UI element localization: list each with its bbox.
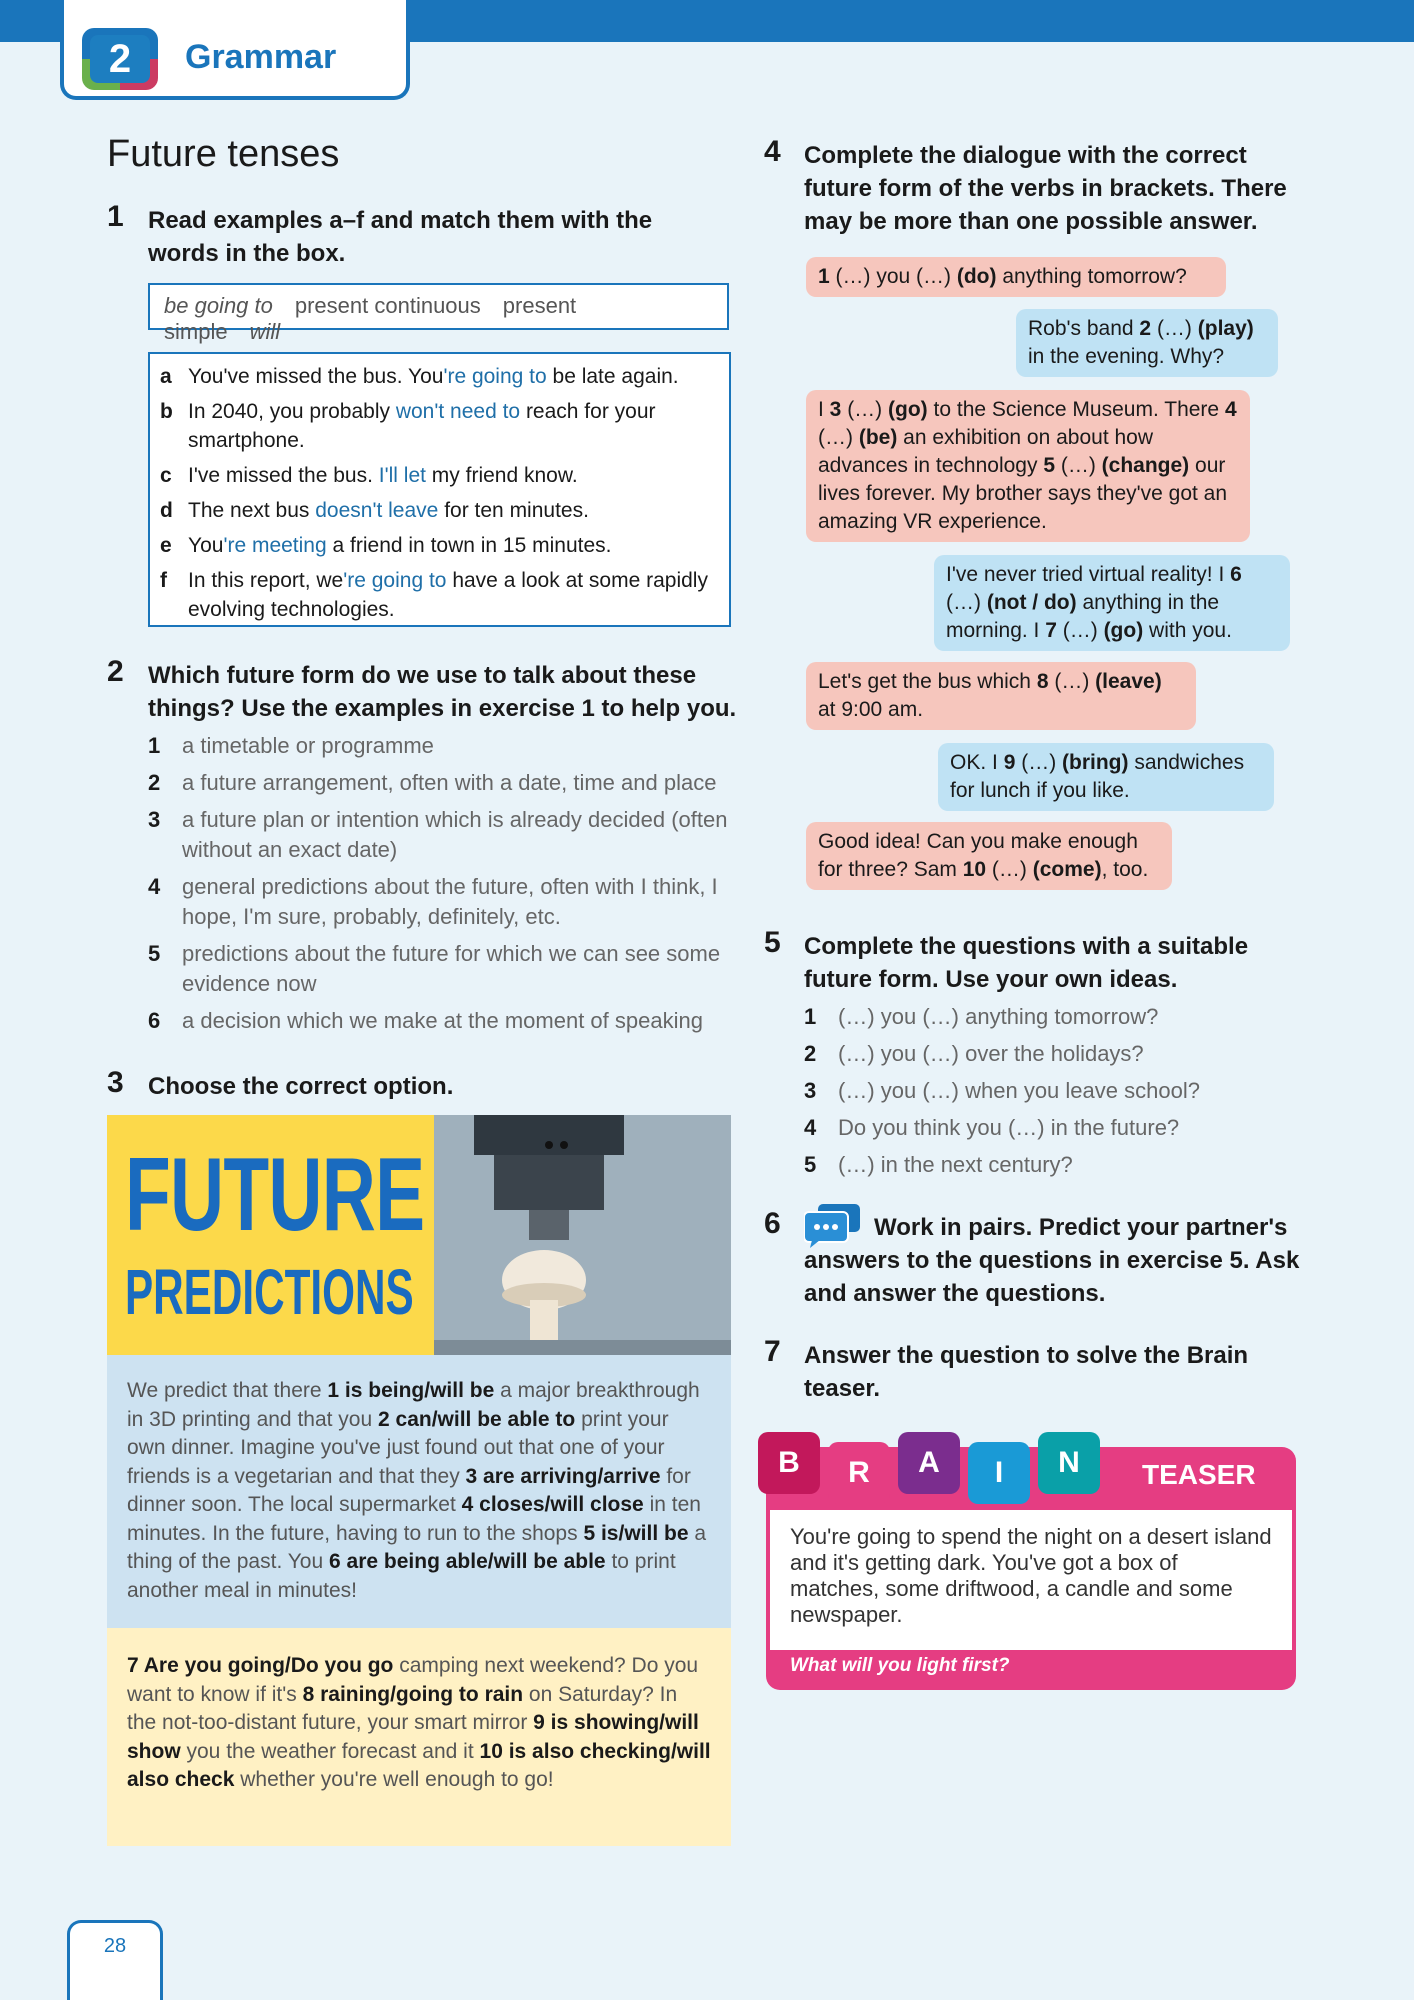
list-item — [148, 1006, 738, 1036]
list-item — [148, 805, 738, 865]
example-pre: In 2040, you probably — [188, 400, 396, 423]
example-row — [160, 566, 719, 624]
example-post: for ten minutes. — [438, 499, 589, 522]
gap-options: 8 raining/going to rain — [302, 1682, 524, 1706]
example-row — [160, 397, 719, 455]
poster-title-future: FUTURE — [125, 1137, 425, 1253]
item-number: 1 — [148, 733, 161, 758]
ex1-number: 1 — [107, 200, 124, 233]
bubble-text: 9 — [1003, 751, 1016, 774]
item-number: 3 — [804, 1078, 817, 1103]
bubble-text: (…) — [818, 426, 859, 449]
page-number: 28 — [67, 1920, 163, 2000]
ex4-number: 4 — [764, 135, 781, 168]
example-row — [160, 362, 719, 391]
example-post: a friend in town in 15 minutes. — [326, 534, 612, 557]
teaser-question: What will you light first? — [790, 1655, 1010, 1676]
example-highlight: 're going to — [443, 365, 547, 388]
text-segment: camping next weekend? Do you want to know if it's — [127, 1654, 699, 1706]
bubble-text: 2 — [1139, 317, 1152, 340]
speech-bubble-left — [806, 822, 1172, 890]
item-number: 3 — [148, 807, 161, 832]
speech-bubble-left — [806, 390, 1250, 542]
bubble-text: (…) — [1056, 619, 1104, 642]
speech-bubble-left — [806, 257, 1226, 297]
bubble-text: I've never tried virtual reality! I — [946, 563, 1231, 586]
ex5-list — [804, 1002, 1284, 1187]
example-row — [160, 496, 719, 525]
bubble-text: our lives forever. My brother says they've got an amazing VR experience. — [818, 454, 1228, 533]
text-segment: to print another meal in minutes! — [127, 1550, 676, 1602]
bubble-text: (change) — [1101, 454, 1190, 477]
example-post: my friend know. — [425, 464, 578, 487]
list-item — [804, 1002, 1284, 1032]
item-text: (…) you (…) over the holidays? — [838, 1041, 1144, 1066]
ex4-instruction: Complete the dialogue with the correct future form of the verbs in brackets. There may be more than one possible answer. — [804, 142, 1287, 235]
example-text — [188, 531, 612, 560]
bubble-text: 6 — [1230, 563, 1242, 586]
bubble-text: 1 — [818, 265, 830, 288]
bubble-text: , too. — [1101, 858, 1149, 881]
example-letter: a — [160, 365, 172, 388]
unit-number: 2 — [90, 35, 150, 83]
text-segment: for dinner soon. The local supermarket — [127, 1464, 691, 1516]
list-item — [148, 872, 738, 932]
item-text: a future arrangement, often with a date, time and place — [182, 770, 717, 795]
bubble-text: (…) you (…) — [829, 265, 957, 288]
gap-options: 10 is also checking/will also check — [127, 1739, 711, 1791]
bubble-text: (be) — [858, 426, 898, 449]
bubble-text: with you. — [1143, 619, 1232, 642]
bubble-text: 7 — [1045, 619, 1057, 642]
box-word: present continuous — [294, 293, 481, 318]
bubble-text: 4 — [1224, 398, 1237, 421]
item-text: a decision which we make at the moment of speaking — [182, 1008, 703, 1033]
item-number: 1 — [804, 1004, 817, 1029]
box-word: present simple — [164, 293, 577, 344]
text-segment: whether you're well enough to go! — [234, 1768, 554, 1791]
gap-options: 5 is/will be — [583, 1521, 689, 1545]
bubble-text: 3 — [829, 398, 842, 421]
page-title: Future tenses — [107, 133, 340, 175]
example-highlight: 're meeting — [223, 534, 327, 557]
bubble-text: anything in the morning. I — [946, 591, 1220, 642]
ex1-instruction: Read examples a–f and match them with the words in the box. — [148, 207, 653, 267]
example-text — [188, 397, 719, 455]
bubble-text: (…) — [986, 858, 1033, 881]
gap-options: 1 is being/will be — [327, 1379, 495, 1402]
text-segment: We predict that there — [127, 1379, 328, 1402]
example-text — [188, 566, 719, 624]
bubble-text: anything tomorrow? — [996, 265, 1187, 288]
bubble-text: 8 — [1036, 670, 1049, 693]
bubble-text: (…) — [1015, 751, 1063, 774]
example-pre: You've missed the bus. You — [188, 365, 444, 388]
list-item — [804, 1076, 1284, 1106]
bubble-text: Rob's band — [1028, 317, 1140, 340]
bubble-text: (bring) — [1062, 751, 1129, 774]
example-pre: In this report, we — [188, 569, 344, 592]
bubble-text: an exhibition on about how advances in technology — [818, 426, 1154, 477]
example-highlight: 're going to — [343, 569, 447, 592]
item-number: 2 — [148, 770, 161, 795]
ex3-instruction: Choose the correct option. — [148, 1073, 454, 1100]
box-word: be going to — [164, 293, 273, 318]
teaser-body: You're going to spend the night on a desert island and it's getting dark. You've got a box of matches, some driftwood, a candle and some newspaper. — [770, 1510, 1292, 1650]
gap-options: 4 closes/will close — [461, 1493, 644, 1516]
bubble-text: (leave) — [1095, 670, 1162, 693]
examples-box — [148, 352, 731, 627]
puzzle-piece: N — [1038, 1432, 1100, 1494]
speech-bubble-left — [806, 662, 1196, 730]
bubble-text: in the evening. Why? — [1028, 345, 1225, 368]
bubble-text: to the Science Museum. There — [927, 398, 1225, 421]
bubble-text: (play) — [1197, 317, 1254, 340]
item-number: 6 — [148, 1008, 161, 1033]
list-item — [804, 1113, 1284, 1143]
example-highlight: won't need to — [395, 400, 521, 423]
puzzle-piece: I — [968, 1442, 1030, 1504]
ex7-instruction: Answer the question to solve the Brain teaser. — [804, 1342, 1249, 1402]
bubble-text: at 9:00 am. — [818, 698, 924, 721]
teaser-label: TEASER — [1142, 1459, 1256, 1490]
ex2-number: 2 — [107, 655, 124, 688]
example-text — [188, 362, 679, 391]
item-number: 5 — [148, 941, 161, 966]
text-segment: a thing of the past. You — [127, 1521, 707, 1573]
bubble-text: sandwiches for lunch if you like. — [950, 751, 1245, 802]
example-text — [188, 461, 578, 490]
item-text: (…) you (…) anything tomorrow? — [838, 1004, 1159, 1029]
bubble-text: (…) — [946, 591, 987, 614]
gap-options: 2 can/will be able to — [378, 1407, 576, 1431]
bubble-text: (do) — [956, 265, 997, 288]
example-highlight: doesn't leave — [315, 499, 439, 522]
example-highlight: I'll let — [378, 464, 426, 487]
printer-photo — [434, 1115, 731, 1355]
ex6-instruction: Work in pairs. Predict your partner's answers to the questions in exercise 5. Ask and answer the questions. — [804, 1214, 1300, 1307]
gap-options: 3 are arriving/arrive — [465, 1464, 661, 1488]
bubble-text: (…) — [1048, 670, 1096, 693]
ex2-list — [148, 731, 738, 1043]
bubble-text: (go) — [1103, 619, 1144, 642]
list-item — [148, 939, 738, 999]
example-post: have a look at some rapidly evolving technologies. — [188, 569, 708, 621]
bubble-text: 10 — [962, 858, 987, 881]
ex2-instruction: Which future form do we use to talk about these things? Use the examples in exercise 1 to help you. — [148, 662, 737, 722]
text-segment: a major breakthrough in 3D printing and that you — [127, 1379, 700, 1431]
gap-options: 7 Are you going/Do you go — [127, 1654, 394, 1677]
example-text — [188, 496, 589, 525]
ex5-number: 5 — [764, 926, 781, 959]
ex3-text-part2 — [107, 1628, 731, 1846]
item-number: 2 — [804, 1041, 817, 1066]
poster-title-predictions: PREDICTIONS — [125, 1256, 414, 1328]
list-item — [804, 1150, 1284, 1180]
item-text: Do you think you (…) in the future? — [838, 1115, 1180, 1140]
example-pre: You — [188, 534, 224, 557]
text-segment: you the weather forecast and it — [180, 1739, 480, 1763]
item-number: 5 — [804, 1152, 817, 1177]
item-text: (…) you (…) when you leave school? — [838, 1078, 1200, 1103]
ex3-number: 3 — [107, 1066, 124, 1099]
text-segment: in ten minutes. In the future, having to run to the shops — [127, 1493, 701, 1545]
example-post: be late again. — [546, 365, 679, 388]
example-post: reach for your smartphone. — [188, 400, 656, 452]
puzzle-piece: B — [758, 1432, 820, 1494]
bubble-text: (go) — [888, 398, 928, 421]
example-pre: The next bus — [188, 499, 316, 522]
list-item — [804, 1039, 1284, 1069]
bubble-text: Good idea! Can you make enough for three? Sam — [818, 830, 1138, 881]
ex3-text-part1 — [107, 1355, 731, 1628]
example-letter: f — [160, 569, 167, 592]
item-text: a future plan or intention which is already decided (often without an exact date) — [182, 807, 728, 862]
3d-printer-mushroom-image — [434, 1115, 731, 1355]
word-box — [148, 283, 729, 344]
bubble-text: (come) — [1032, 858, 1102, 881]
gap-options: 9 is showing/will show — [127, 1711, 699, 1763]
item-text: predictions about the future for which we can see some evidence now — [182, 941, 721, 996]
ex5-instruction: Complete the questions with a suitable future form. Use your own ideas. — [804, 933, 1249, 993]
ex7-number: 7 — [764, 1335, 781, 1368]
item-number: 4 — [148, 874, 161, 899]
bubble-text: 5 — [1043, 454, 1056, 477]
example-pre: I've missed the bus. — [188, 464, 379, 487]
example-letter: c — [160, 464, 172, 487]
puzzle-piece: A — [898, 1432, 960, 1494]
item-text: (…) in the next century? — [838, 1152, 1073, 1177]
example-row — [160, 461, 719, 490]
text-segment: on Saturday? In the not-too-distant future, your smart mirror — [127, 1682, 678, 1734]
bubble-text: OK. I — [950, 751, 1004, 774]
item-text: general predictions about the future, often with I think, I hope, I'm sure, probably, definitely, etc. — [182, 874, 718, 929]
bubble-text: I — [818, 398, 830, 421]
bubble-text: (…) — [841, 398, 889, 421]
item-number: 4 — [804, 1115, 817, 1140]
bubble-text: Let's get the bus which — [818, 670, 1037, 693]
list-item — [148, 768, 738, 798]
puzzle-piece: R — [828, 1442, 890, 1504]
gap-options: 6 are being able/will be able — [329, 1550, 606, 1573]
example-letter: b — [160, 400, 173, 423]
item-text: a timetable or programme — [182, 733, 434, 758]
example-letter: e — [160, 534, 172, 557]
speech-bubble-right — [1016, 309, 1278, 377]
speech-bubble-right — [934, 555, 1290, 651]
example-row — [160, 531, 719, 560]
ex6-number: 6 — [764, 1207, 781, 1240]
bubble-text: (…) — [1055, 454, 1102, 477]
bubble-text: (…) — [1151, 317, 1198, 340]
example-letter: d — [160, 499, 173, 522]
list-item — [148, 731, 738, 761]
bubble-text: (not / do) — [986, 591, 1077, 614]
box-word: will — [249, 319, 281, 344]
section-title: Grammar — [185, 38, 337, 76]
speech-bubble-right — [938, 743, 1274, 811]
text-segment: print your own dinner. Imagine you've just found out that one of your friends is a vegetarian and that they — [127, 1407, 669, 1488]
